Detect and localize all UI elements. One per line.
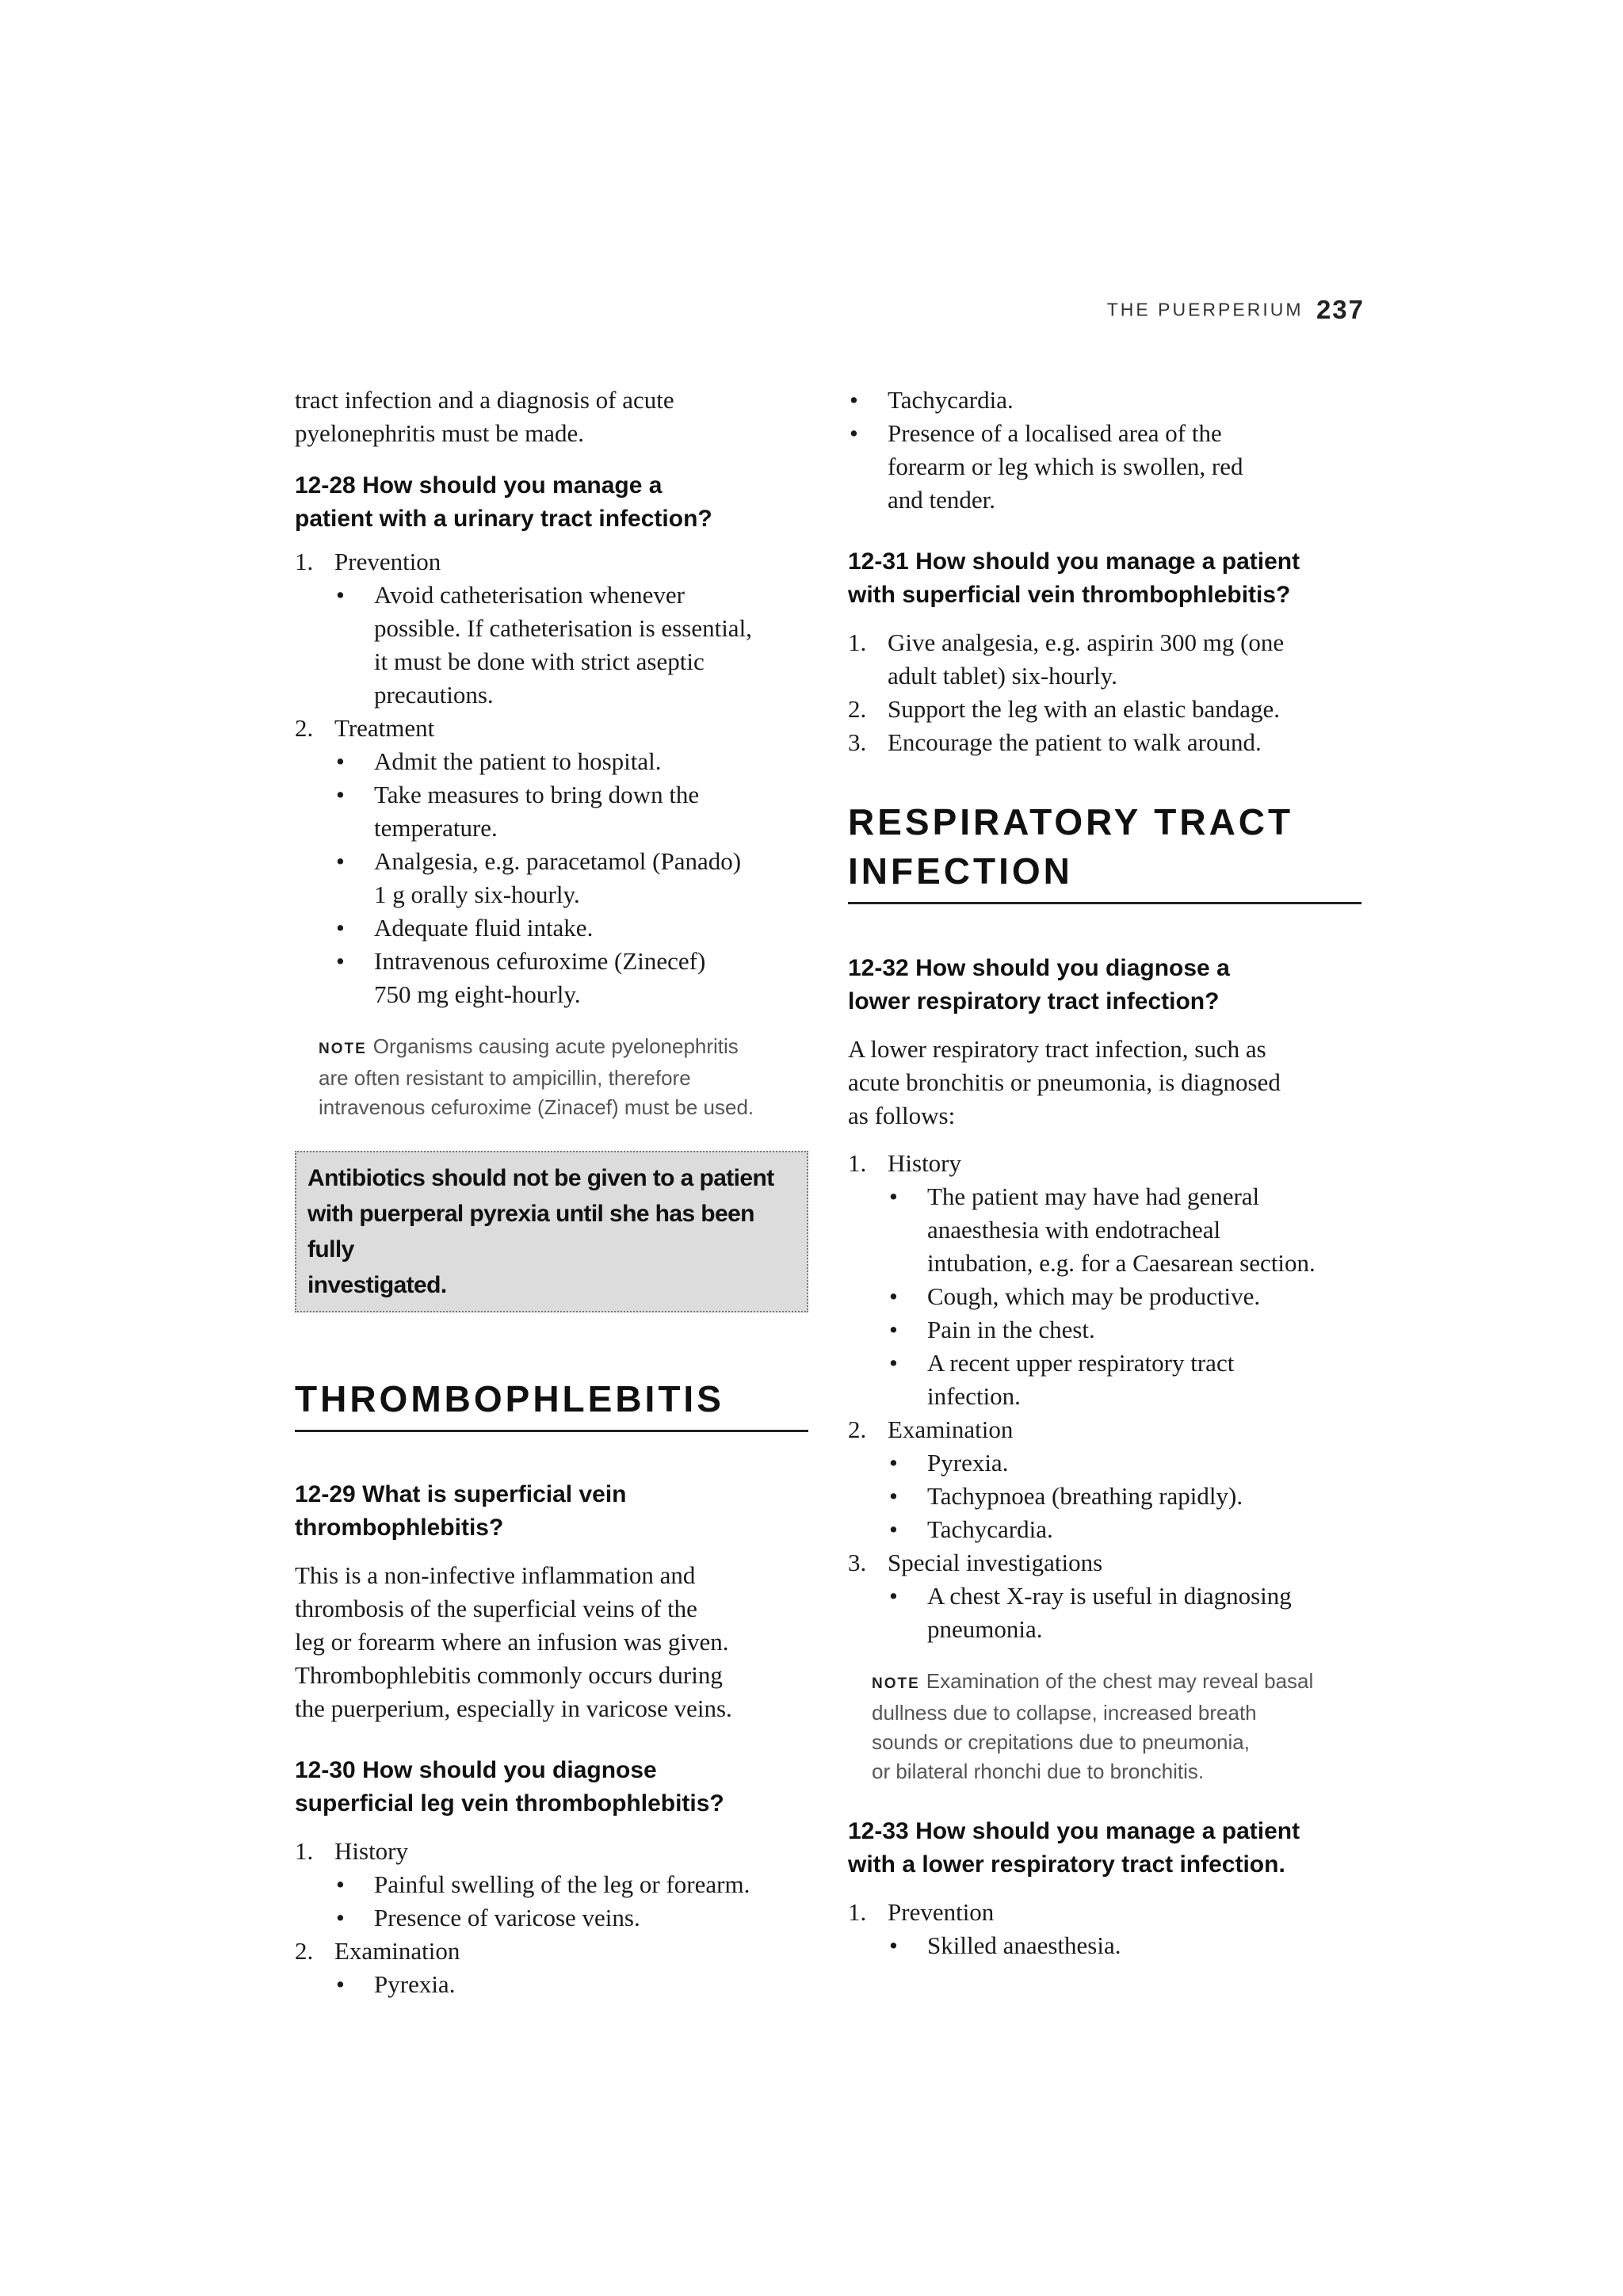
bullet-item: • Admit the patient to hospital. [334, 745, 808, 778]
bullet-item: • Painful swelling of the leg or forearm. [334, 1868, 808, 1901]
numbered-list-12-28 [295, 545, 808, 1011]
bullet-list [888, 1580, 1361, 1646]
list-item: 1. History • The patient may have had general anaesthesia with endotracheal intubation, e.g. for a Caesarean section. • Cough, which may be productive. • Pain in the chest. • A recent upper respiratory tract infection. [848, 1147, 1361, 1413]
question-12-33: 12-33 How should you manage a patient with a lower respiratory tract infection. [848, 1818, 1300, 1878]
question-12-28: 12-28 How should you manage a patient with a urinary tract infection? [295, 472, 712, 532]
left-column [295, 384, 808, 2001]
bullet-item: • A chest X-ray is useful in diagnosing pneumonia. [888, 1580, 1361, 1646]
note-pyelonephritis: NOTE Organisms causing acute pyelonephritis are often resistant to ampicillin, therefore intravenous cefuroxime (Zinacef) must be used. [319, 1034, 754, 1119]
bullet-item: • A recent upper respiratory tract infection. [888, 1347, 1361, 1413]
bullet-item: • Tachypnoea (breathing rapidly). [888, 1480, 1361, 1513]
bullet-item: • Analgesia, e.g. paracetamol (Panado) 1 g orally six-hourly. [334, 845, 808, 911]
list-item: 1. History • Painful swelling of the leg or forearm. • Presence of varicose veins. [295, 1835, 808, 1935]
bullet-item: • Tachycardia. [888, 1513, 1361, 1546]
numbered-list-12-30 [295, 1835, 808, 2001]
bullet-item: • Take measures to bring down the temperature. [334, 778, 808, 845]
section-heading-thrombophlebitis: THROMBOPHLEBITIS [295, 1374, 808, 1432]
bullet-list [888, 1929, 1361, 1962]
numbered-list-12-31 [848, 626, 1361, 759]
callout-box: Antibiotics should not be given to a patient with puerperal pyrexia until she has been fully investigated. [295, 1151, 808, 1312]
question-12-29: 12-29 What is superficial vein thrombophlebitis? [295, 1481, 627, 1541]
list-item: 1. Prevention • Avoid catheterisation whenever possible. If catheterisation is essential, it must be done with strict aseptic precautions. [295, 545, 808, 712]
right-column [848, 384, 1361, 1962]
question-12-31: 12-31 How should you manage a patient with superficial vein thrombophlebitis? [848, 548, 1300, 608]
list-item: 2. Treatment • Admit the patient to hospital. • Take measures to bring down the temperature. • Analgesia, e.g. paracetamol (Panado) 1 g orally six-hourly. • Adequate fluid intake. • Intravenous cefuroxime (Zinecef) 750 mg eight-hourly. [295, 712, 808, 1011]
intro-12-32: A lower respiratory tract infection, such as acute bronchitis or pneumonia, is diagnosed as follows: [848, 1035, 1281, 1129]
bullet-item: • Intravenous cefuroxime (Zinecef) 750 mg eight-hourly. [334, 945, 808, 1011]
note-tag: NOTE [319, 1041, 367, 1057]
bullet-item: • Tachycardia. [848, 384, 1361, 417]
bullet-item: • Pyrexia. [334, 1968, 808, 2001]
numbered-list-12-32 [848, 1147, 1361, 1646]
list-item: 2. Examination • Pyrexia. • Tachypnoea (breathing rapidly). • Tachycardia. [848, 1413, 1361, 1546]
bullet-item: • Cough, which may be productive. [888, 1280, 1361, 1313]
bullet-list [888, 1180, 1361, 1413]
bullet-list [334, 1868, 808, 1935]
bullet-item: • Pyrexia. [888, 1446, 1361, 1480]
list-item [848, 384, 1361, 517]
note-tag: NOTE [872, 1675, 920, 1692]
bullet-item: • Presence of varicose veins. [334, 1901, 808, 1935]
list-item: 2. Support the leg with an elastic bandage. [848, 695, 1281, 723]
bullet-item: • Avoid catheterisation whenever possible. If catheterisation is essential, it must be done with strict aseptic precautions. [334, 579, 808, 712]
bullet-list [334, 745, 808, 1011]
page-number: 237 [1316, 295, 1365, 324]
bullet-item: • Skilled anaesthesia. [888, 1929, 1361, 1962]
bullet-item: • Pain in the chest. [888, 1313, 1361, 1347]
question-12-30: 12-30 How should you diagnose superficial leg vein thrombophlebitis? [295, 1757, 724, 1817]
running-head [1107, 295, 1365, 325]
note-chest-examination: NOTE Examination of the chest may reveal basal dullness due to collapse, increased breath sounds or crepitations due to pneumonia, or bilateral rhonchi due to bronchitis. [872, 1669, 1314, 1783]
list-item: 3. Special investigations • A chest X-ray is useful in diagnosing pneumonia. [848, 1546, 1361, 1646]
answer-12-29: This is a non-infective inflammation and thrombosis of the superficial veins of the leg or forearm where an infusion was given. Thrombophlebitis commonly occurs during the puerperium, especially in varicose veins. [295, 1561, 732, 1722]
section-heading-respiratory: RESPIRATORY TRACT INFECTION [848, 797, 1361, 904]
numbered-list-12-33 [848, 1896, 1361, 1962]
bullet-list [888, 1446, 1361, 1546]
bullet-list [334, 579, 808, 712]
bullet-item: • Presence of a localised area of the forearm or leg which is swollen, red and tender. [848, 417, 1361, 517]
list-item: 1. Prevention • Skilled anaesthesia. [848, 1896, 1361, 1962]
list-item: 1. Give analgesia, e.g. aspirin 300 mg (one adult tablet) six-hourly. [848, 628, 1285, 690]
continued-list [848, 384, 1361, 517]
bullet-list [848, 384, 1361, 517]
list-item: 2. Examination • Pyrexia. [295, 1935, 808, 2001]
intro-paragraph: tract infection and a diagnosis of acute pyelonephritis must be made. [295, 386, 674, 447]
question-12-32: 12-32 How should you diagnose a lower respiratory tract infection? [848, 955, 1230, 1014]
bullet-list [334, 1968, 808, 2001]
running-title: THE PUERPERIUM [1106, 299, 1304, 320]
bullet-item: • Adequate fluid intake. [334, 911, 808, 945]
bullet-item: • The patient may have had general anaesthesia with endotracheal intubation, e.g. for a Caesarean section. [888, 1180, 1361, 1280]
list-item: 3. Encourage the patient to walk around. [848, 728, 1262, 756]
